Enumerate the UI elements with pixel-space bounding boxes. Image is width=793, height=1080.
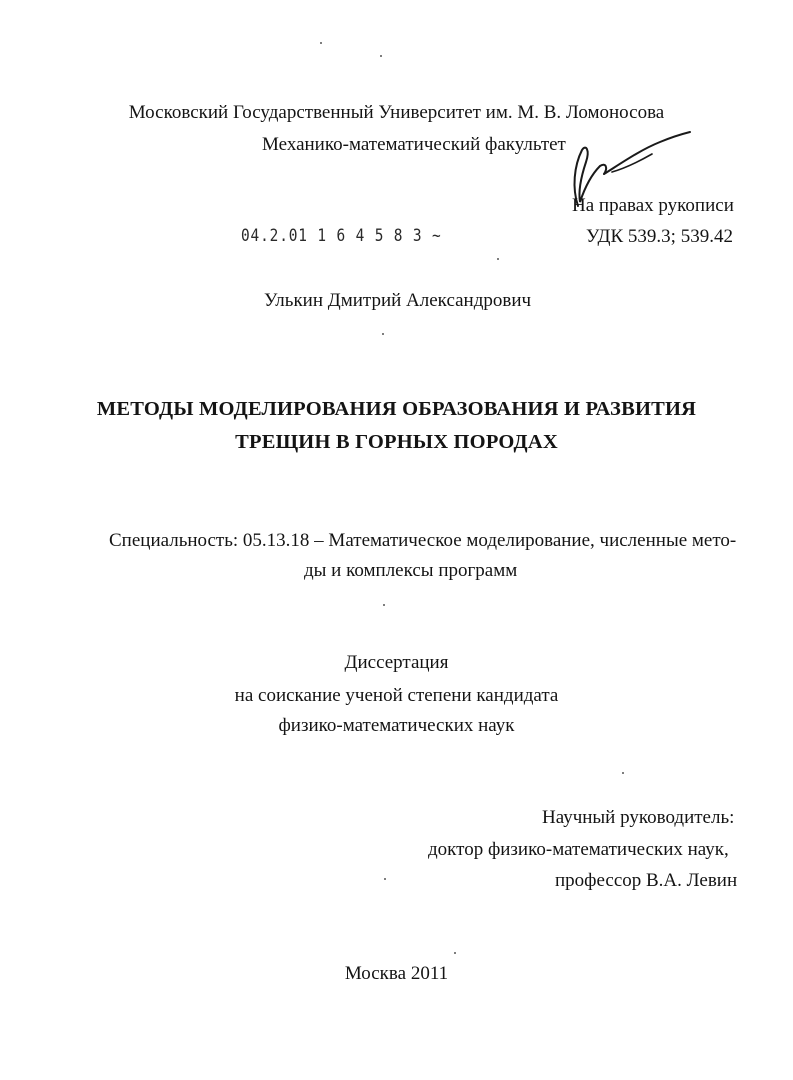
scan-speck — [382, 333, 384, 335]
faculty-name: Механико-математический факультет — [262, 134, 566, 155]
scan-speck — [383, 604, 385, 606]
author-name: Улькин Дмитрий Александрович — [264, 290, 532, 311]
scan-speck — [497, 258, 499, 260]
archive-stamp-number: 04.2.01 1 6 4 5 8 3 ~ — [241, 226, 442, 246]
manuscript-rights-note: На правах рукописи — [572, 195, 734, 216]
degree-line: на соискание ученой степени кандидата — [234, 685, 559, 706]
supervisor-label: Научный руководитель: — [542, 807, 735, 828]
dissertation-title-line-2: ТРЕЩИН В ГОРНЫХ ПОРОДАХ — [235, 431, 558, 453]
scan-speck — [320, 42, 322, 44]
scan-speck — [380, 55, 382, 57]
university-name: Московский Государственный Университет им. М. В. Ломоносова — [128, 102, 665, 123]
science-field-line: физико-математических наук — [278, 715, 515, 736]
supervisor-degree: доктор физико-математических наук, — [428, 839, 729, 860]
supervisor-name: профессор В.А. Левин — [555, 870, 738, 891]
specialty-line-1: Специальность: 05.13.18 – Математическое моделирование, численные мето- — [109, 530, 737, 551]
dissertation-label: Диссертация — [344, 652, 449, 673]
scan-speck — [454, 952, 456, 954]
specialty-line-2: ды и комплексы программ — [304, 560, 518, 581]
scan-speck — [384, 878, 386, 880]
place-and-year: Москва 2011 — [344, 963, 449, 984]
dissertation-title-line-1: МЕТОДЫ МОДЕЛИРОВАНИЯ ОБРАЗОВАНИЯ И РАЗВИТИЯ — [96, 398, 697, 420]
udc-code: УДК 539.3; 539.42 — [586, 226, 733, 247]
scan-speck — [622, 772, 624, 774]
